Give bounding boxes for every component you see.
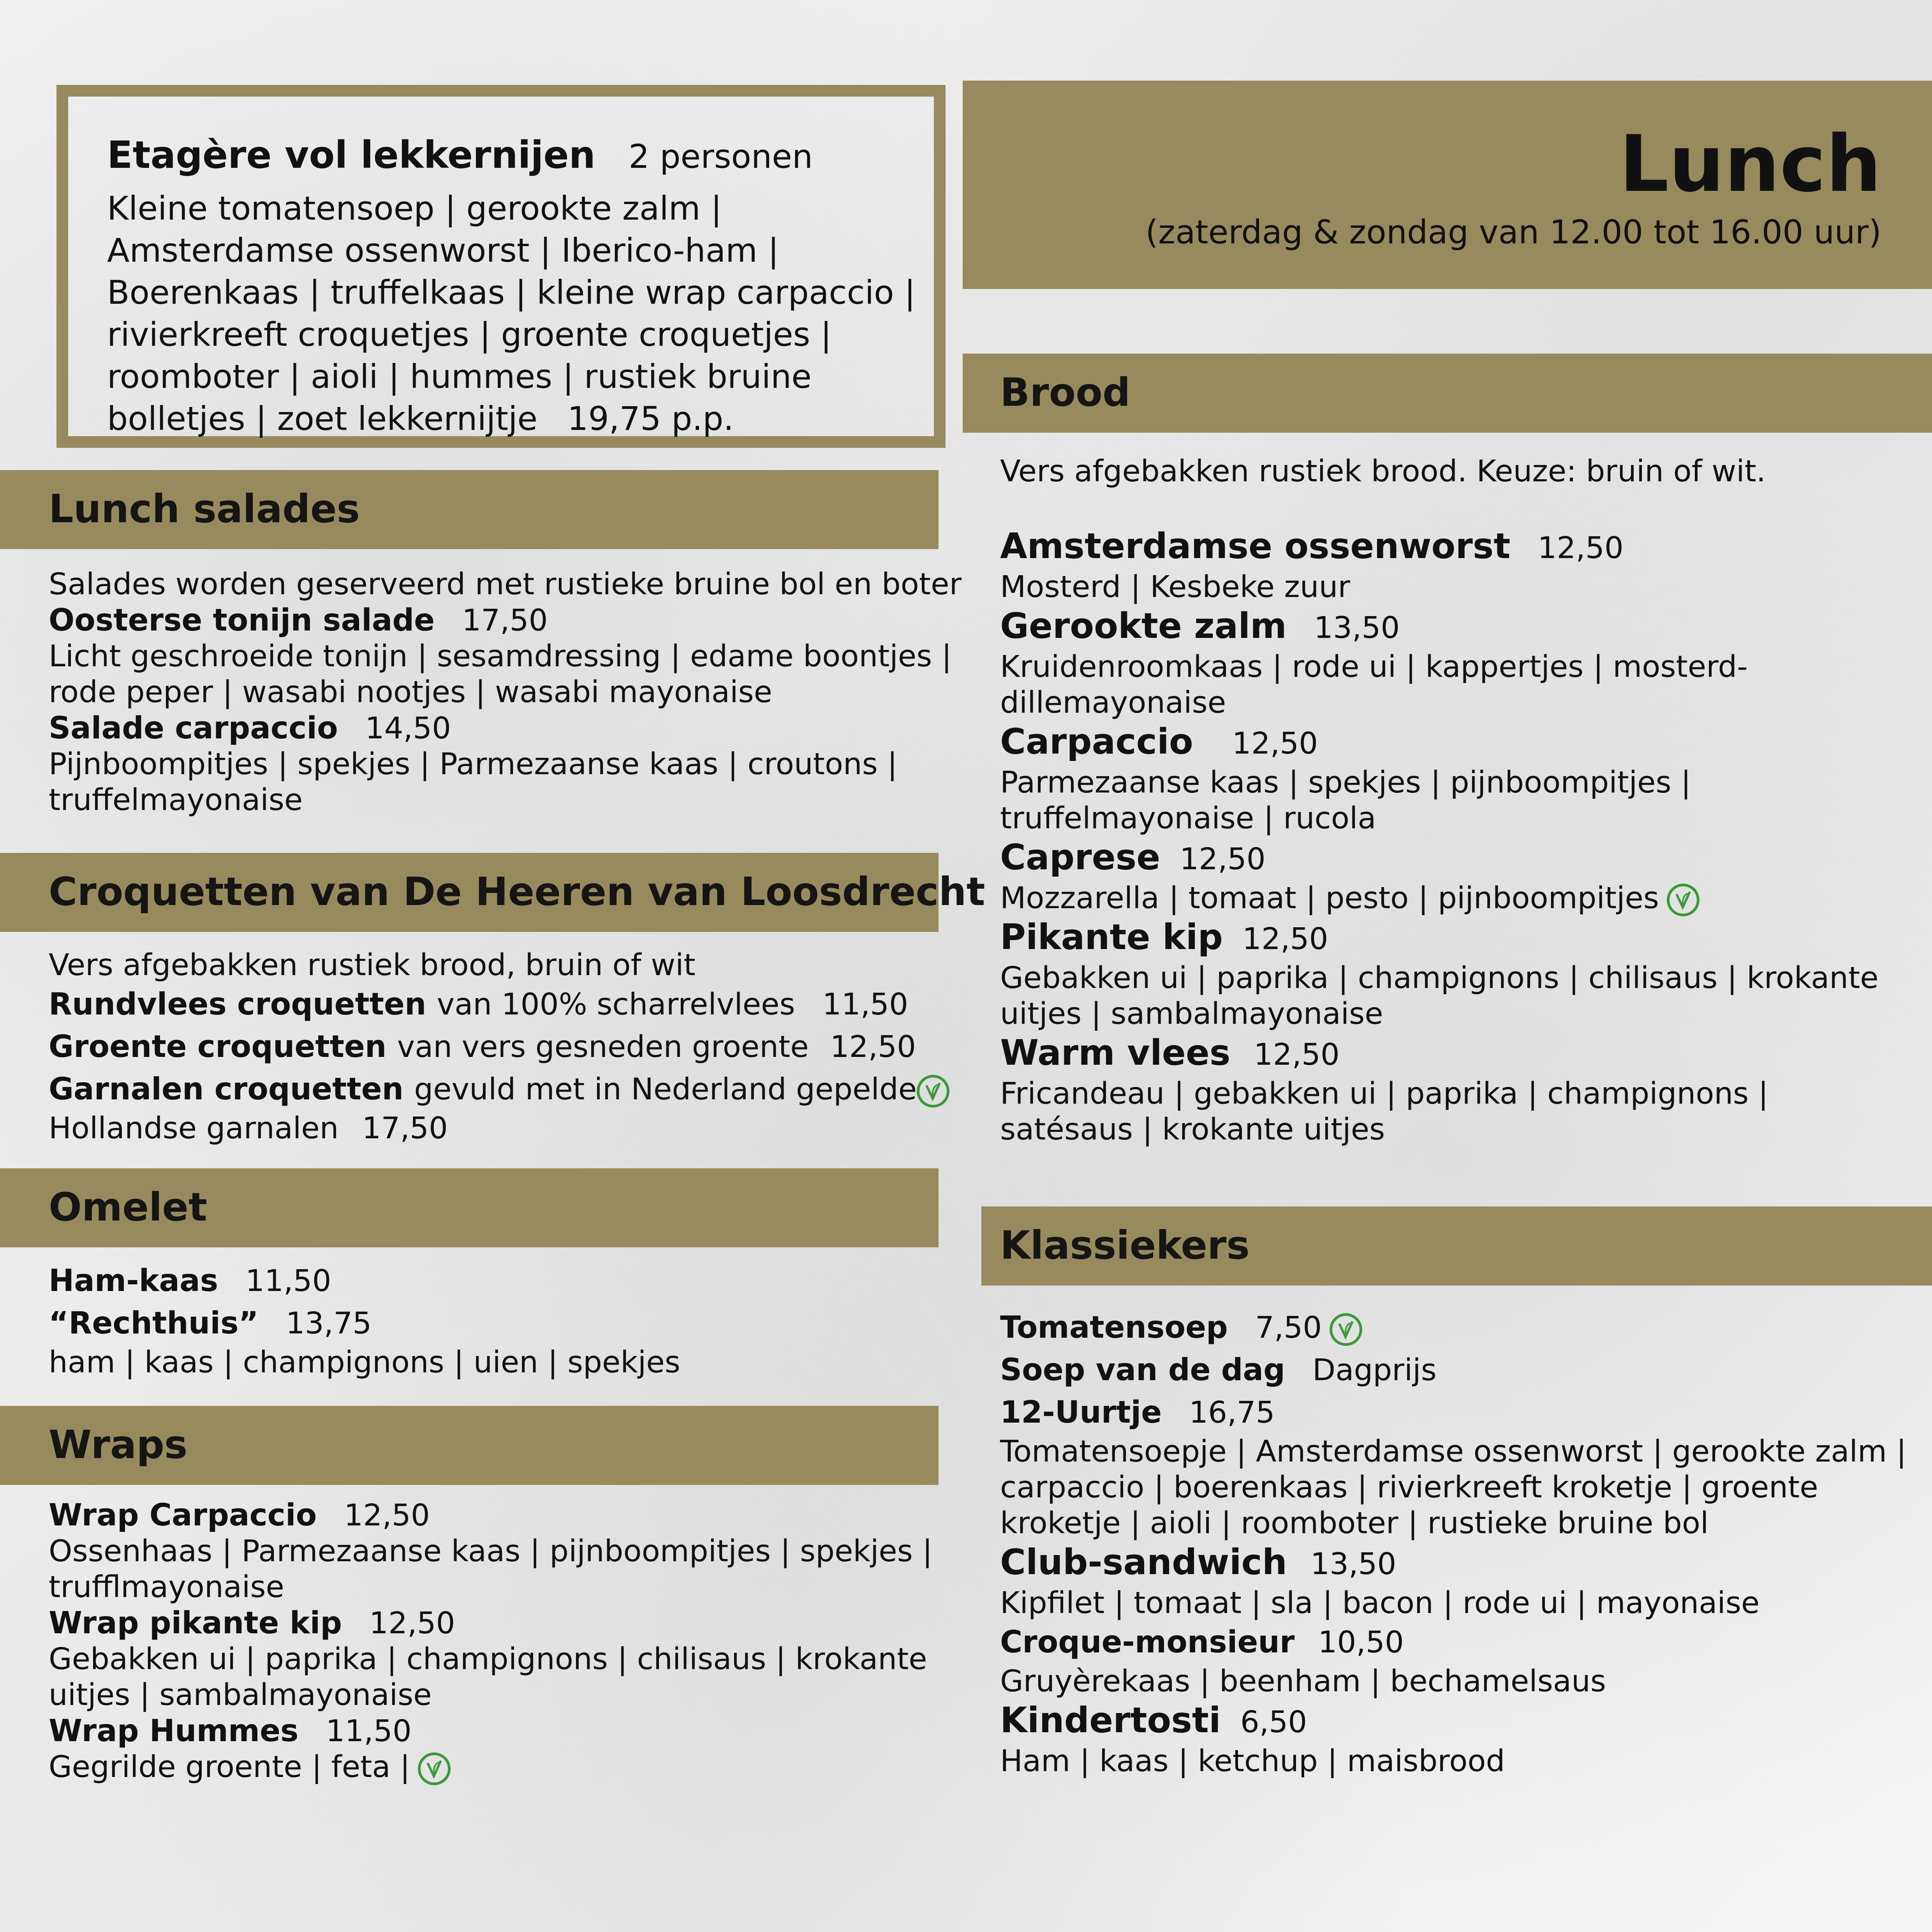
item-name: Wrap pikante kip — [49, 1606, 342, 1641]
item-price: 12,50 — [1232, 726, 1318, 761]
section-header-croquetten — [0, 853, 985, 932]
item-price: 12,50 — [1242, 922, 1328, 956]
item-desc: truffelmayonaise — [49, 783, 303, 817]
item-name: Oosterse tonijn salade — [49, 603, 435, 638]
menu-item — [1000, 916, 1879, 960]
item-name: Garnalen croquetten — [49, 1072, 404, 1107]
item-name: Wrap Hummes — [49, 1714, 299, 1749]
vegetarian-leaf-icon — [1667, 884, 1700, 916]
item-name: Amsterdamse ossenworst — [1000, 526, 1511, 567]
menu-item — [49, 1605, 932, 1641]
item-name: Wrap Carpaccio — [49, 1498, 317, 1533]
item-price: 17,50 — [462, 603, 548, 638]
opening-hours: (zaterdag & zondag van 12.00 tot 16.00 uur) — [1145, 213, 1881, 251]
menu-item — [1000, 1541, 1906, 1585]
lunch-header — [963, 81, 1932, 289]
etagere-line: Boerenkaas | truffelkaas | kleine wrap carpaccio | — [107, 273, 916, 312]
etagere-line: bolletjes | zoet lekkernijtje — [107, 400, 538, 438]
item-desc: Kipfilet | tomaat | sla | bacon | rode ui | mayonaise — [1000, 1586, 1760, 1620]
item-price: 13,50 — [1314, 611, 1400, 645]
item-desc: Gruyèrekaas | beenham | bechamelsaus — [1000, 1664, 1606, 1699]
item-desc: kroketje | aioli | roomboter | rustieke bruine bol — [1000, 1506, 1709, 1541]
menu-item — [49, 983, 949, 1026]
menu-item — [49, 1713, 932, 1749]
item-extra: gevuld met in Nederland gepelde — [414, 1072, 917, 1107]
section-header-omelet — [0, 1168, 939, 1247]
menu-item — [49, 1302, 680, 1345]
item-desc: uitjes | sambalmayonaise — [1000, 997, 1383, 1031]
item-desc: truffelmayonaise | rucola — [1000, 801, 1376, 836]
menu-item — [1000, 1349, 1906, 1391]
item-name: Warm vlees — [1000, 1032, 1231, 1073]
item-price: 11,50 — [245, 1264, 331, 1298]
item-price: 14,50 — [365, 711, 451, 746]
vegetarian-leaf-icon — [917, 1075, 949, 1108]
item-desc: dillemayonaise — [1000, 685, 1226, 720]
section-header-lunch-salades — [0, 470, 939, 549]
item-desc: carpaccio | boerenkaas | rivierkreeft kroketje | groente — [1000, 1470, 1818, 1505]
item-price: 7,50 — [1255, 1310, 1322, 1345]
item-name: Tomatensoep — [1000, 1310, 1228, 1345]
item-name: “Rechthuis” — [49, 1306, 259, 1341]
item-price: 13,50 — [1310, 1547, 1397, 1582]
item-name: Soep van de dag — [1000, 1353, 1286, 1388]
item-price: 6,50 — [1240, 1705, 1307, 1740]
menu-item — [49, 710, 962, 747]
section-header-brood — [963, 354, 1932, 433]
section-title: Brood — [1000, 369, 1131, 415]
section-title: Lunch salades — [49, 486, 360, 532]
item-price: 11,50 — [326, 1714, 412, 1749]
item-price: 12,50 — [830, 1030, 916, 1064]
menu-item — [1000, 1700, 1906, 1744]
menu-item — [49, 1068, 949, 1111]
etagere-line: roomboter | aioli | hummes | rustiek bruine — [107, 358, 812, 396]
menu-item — [49, 1497, 932, 1534]
item-desc: Gebakken ui | paprika | champignons | chilisaus | krokante — [1000, 961, 1879, 995]
item-extra: van vers gesneden groente — [397, 1030, 809, 1064]
page-title: Lunch — [1619, 119, 1881, 210]
item-price: 13,75 — [285, 1306, 372, 1341]
vegetarian-leaf-icon — [418, 1752, 451, 1785]
item-price: 12,50 — [1537, 531, 1624, 565]
menu-item — [49, 602, 962, 639]
item-name: Carpaccio — [1000, 721, 1193, 762]
item-extra: van 100% scharrelvlees — [437, 987, 795, 1022]
section-title: Wraps — [49, 1421, 188, 1467]
etagere-persons: 2 personen — [629, 137, 813, 176]
item-name: Croque-monsieur — [1000, 1625, 1295, 1660]
section-intro: Vers afgebakken rustiek brood, bruin of wit — [49, 948, 696, 983]
item-name: Kindertosti — [1000, 1700, 1221, 1741]
item-price: Dagprijs — [1312, 1353, 1437, 1388]
menu-item — [1000, 837, 1879, 881]
etagere-line: Amsterdamse ossenworst | Iberico-ham | — [107, 231, 779, 269]
section-intro: Vers afgebakken rustiek brood. Keuze: bruin of wit. — [1000, 454, 1766, 489]
section-title: Omelet — [49, 1184, 207, 1230]
section-header-wraps — [0, 1406, 939, 1485]
item-name: Salade carpaccio — [49, 711, 338, 746]
item-name: Ham-kaas — [49, 1263, 218, 1298]
menu-item — [49, 1026, 949, 1068]
menu-item — [1000, 1307, 1906, 1349]
item-price: 12,50 — [1254, 1037, 1340, 1072]
item-name: Rundvlees croquetten — [49, 987, 426, 1022]
menu-item — [1000, 721, 1879, 765]
item-desc: Ham | kaas | ketchup | maisbrood — [1000, 1744, 1505, 1779]
section-intro: Salades worden geserveerd met rustieke bruine bol en boter — [49, 567, 962, 602]
etagere-line: rivierkreeft croquetjes | groente croquetjes | — [107, 315, 832, 354]
item-desc: uitjes | sambalmayonaise — [49, 1678, 432, 1712]
item-desc: Mozzarella | tomaat | pesto | pijnboompitjes — [1000, 881, 1659, 916]
item-desc: Tomatensoepje | Amsterdamse ossenworst | gerookte zalm | — [1000, 1434, 1907, 1469]
item-extra: Hollandse garnalen — [49, 1111, 339, 1146]
item-price: 11,50 — [822, 987, 909, 1022]
item-price: 17,50 — [362, 1111, 448, 1146]
item-desc: Kruidenroomkaas | rode ui | kappertjes | mosterd- — [1000, 650, 1748, 684]
item-name: Club-sandwich — [1000, 1542, 1287, 1583]
menu-item — [1000, 605, 1879, 649]
item-desc: Gebakken ui | paprika | champignons | chilisaus | krokante — [49, 1642, 927, 1677]
etagere-box — [56, 85, 946, 448]
item-desc: trufflmayonaise — [49, 1570, 284, 1604]
menu-item — [1000, 1391, 1906, 1434]
item-desc: rode peper | wasabi nootjes | wasabi mayonaise — [49, 675, 773, 710]
item-desc: Mosterd | Kesbeke zuur — [1000, 570, 1351, 604]
section-title: Klassiekers — [1000, 1222, 1250, 1268]
item-name: Gerookte zalm — [1000, 606, 1287, 646]
item-name: 12-Uurtje — [1000, 1395, 1162, 1430]
item-price: 10,50 — [1318, 1625, 1404, 1660]
menu-item — [49, 1260, 680, 1302]
menu-item — [1000, 525, 1879, 569]
item-price: 12,50 — [344, 1498, 430, 1533]
menu-item — [1000, 1032, 1879, 1076]
item-name: Pikante kip — [1000, 917, 1223, 958]
etagere-line: Kleine tomatensoep | gerookte zalm | — [107, 189, 722, 227]
vegetarian-leaf-icon — [1330, 1313, 1362, 1346]
item-desc: Fricandeau | gebakken ui | paprika | champignons | — [1000, 1076, 1768, 1111]
item-desc: Pijnboompitjes | spekjes | Parmezaanse kaas | croutons | — [49, 747, 898, 782]
item-desc: Parmezaanse kaas | spekjes | pijnboompitjes | — [1000, 765, 1691, 800]
item-desc: Gegrilde groente | feta | — [49, 1750, 410, 1784]
item-desc: Licht geschroeide tonijn | sesamdressing | edame boontjes | — [49, 639, 952, 674]
etagere-title: Etagère vol lekkernijen — [107, 133, 595, 177]
item-price: 12,50 — [1180, 842, 1266, 877]
item-desc: Ossenhaas | Parmezaanse kaas | pijnboompitjes | spekjes | — [49, 1534, 933, 1569]
item-desc: satésaus | krokante uitjes — [1000, 1112, 1385, 1147]
item-price: 16,75 — [1189, 1395, 1275, 1430]
section-title: Croquetten van De Heeren van Loosdrecht — [49, 868, 985, 914]
etagere-price: 19,75 p.p. — [567, 400, 734, 438]
item-desc: ham | kaas | champignons | uien | spekjes — [49, 1345, 680, 1380]
item-name: Caprese — [1000, 837, 1161, 878]
menu-item — [1000, 1621, 1906, 1664]
item-name: Groente croquetten — [49, 1029, 387, 1064]
item-price: 12,50 — [369, 1606, 455, 1641]
section-header-klassiekers — [981, 1206, 1932, 1286]
